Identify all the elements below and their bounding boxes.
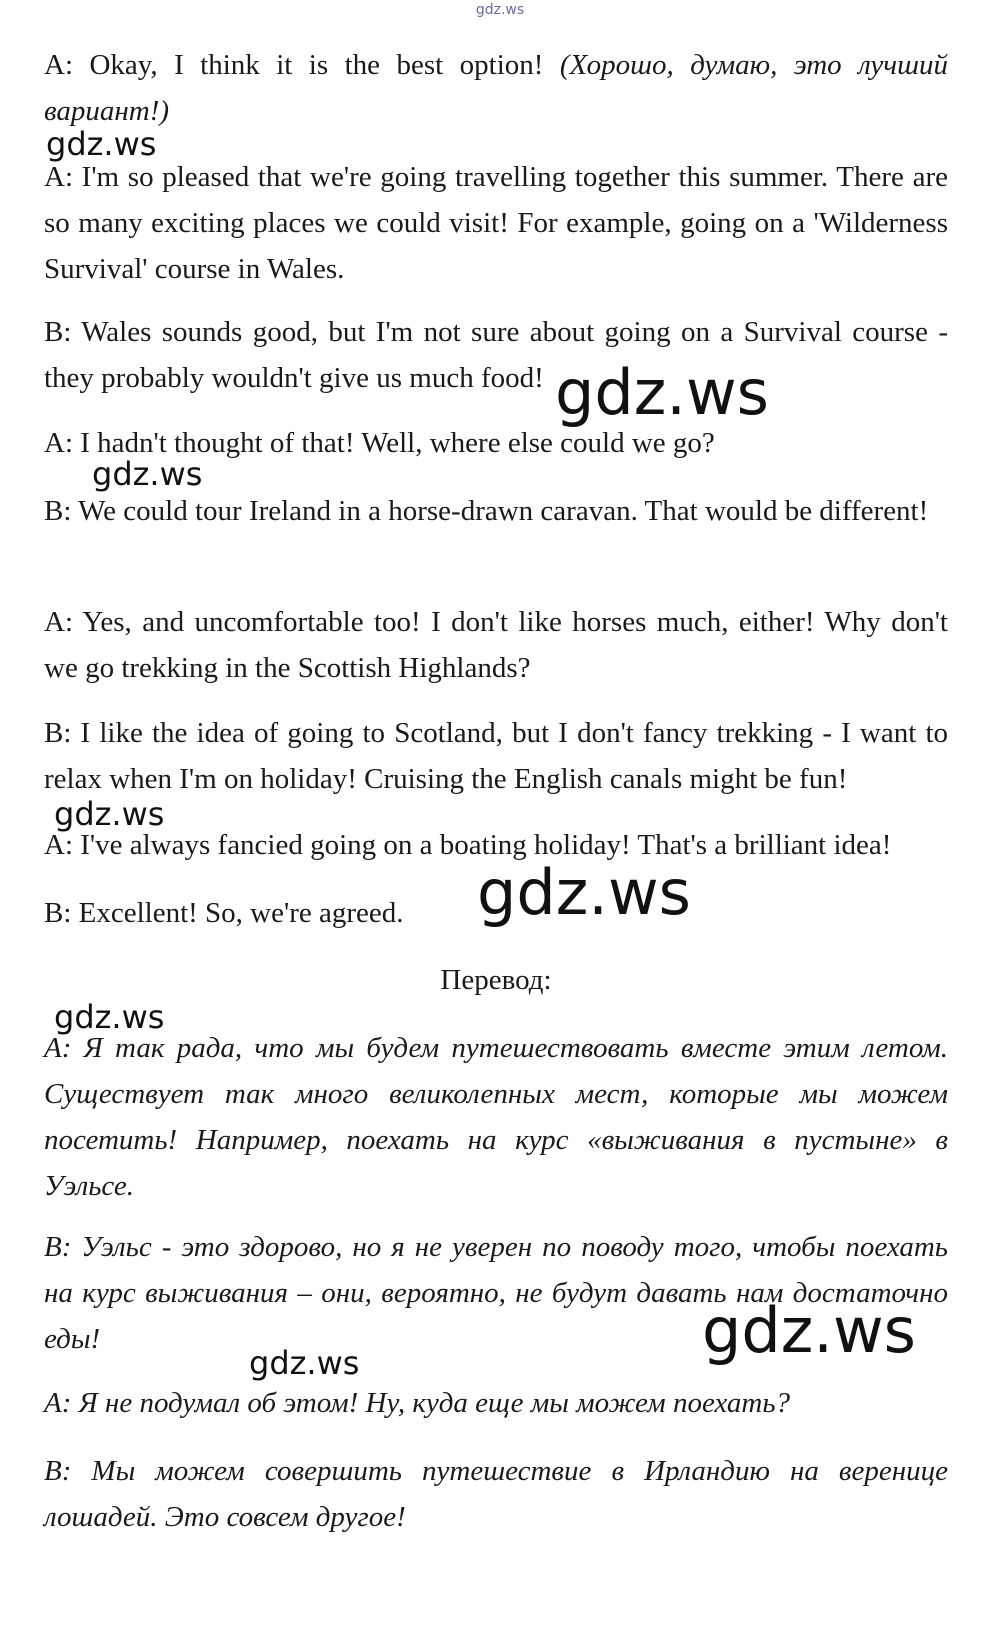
- dialogue-line-7: B: I like the idea of going to Scotland, but I don't fancy trekking - I want to relax when I'm on holiday! Cruising the English canals might be fun!: [44, 717, 948, 795]
- translation-line-1: A: Я так рада, что мы будем путешествовать вместе этим летом. Существует так много великолепных мест, которые мы можем посетить! Например, поехать на курс «выживания в пустыне» в Уэльсе.: [44, 1032, 948, 1202]
- watermark-5: gdz.ws: [477, 856, 691, 929]
- translation-line-4: B: Мы можем совершить путешествие в Ирландию на вереницe лошадей. Это совсем другое!: [44, 1455, 948, 1533]
- watermark-2: gdz.ws: [555, 356, 769, 429]
- watermark-6: gdz.ws: [54, 998, 165, 1036]
- watermark-7: gdz.ws: [702, 1294, 916, 1367]
- watermark-3: gdz.ws: [92, 455, 203, 493]
- dialogue-line-1-text: A: Okay, I think it is the best option!: [44, 49, 560, 81]
- watermark-top: gdz.ws: [475, 2, 525, 18]
- dialogue-line-2: A: I'm so pleased that we're going travelling together this summer. There are so many exciting places we could visit! For example, going on a 'Wilderness Survival' course in Wales.: [44, 161, 948, 285]
- translation-line-3: A: Я не подумал об этом! Ну, куда еще мы можем поехать?: [44, 1387, 791, 1419]
- translation-heading: Перевод:: [440, 964, 552, 996]
- dialogue-line-4: A: I hadn't thought of that! Well, where else could we go?: [44, 427, 715, 459]
- watermark-8: gdz.ws: [249, 1344, 360, 1382]
- watermark-4: gdz.ws: [54, 795, 165, 833]
- dialogue-line-1-translation: (Хорошо, думаю, это лучший вариант!): [44, 49, 948, 127]
- dialogue-line-5: B: We could tour Ireland in a horse-drawn caravan. That would be different!: [44, 495, 929, 527]
- dialogue-line-8: A: I've always fancied going on a boating holiday! That's a brilliant idea!: [44, 829, 892, 861]
- dialogue-line-6: A: Yes, and uncomfortable too! I don't like horses much, either! Why don't we go trekking in the Scottish Highlands?: [44, 606, 948, 684]
- watermark-1: gdz.ws: [46, 125, 157, 163]
- dialogue-line-1: [44, 42, 948, 134]
- dialogue-line-9: B: Excellent! So, we're agreed.: [44, 897, 404, 929]
- translation-line-2: B: Уэльс - это здорово, но я не уверен по поводу того, чтобы поехать на курс выживания – они, вероятно, не будут давать нам достаточно еды!: [44, 1231, 948, 1355]
- dialogue-line-3: B: Wales sounds good, but I'm not sure about going on a Survival course - they probably wouldn't give us much food!: [44, 316, 948, 394]
